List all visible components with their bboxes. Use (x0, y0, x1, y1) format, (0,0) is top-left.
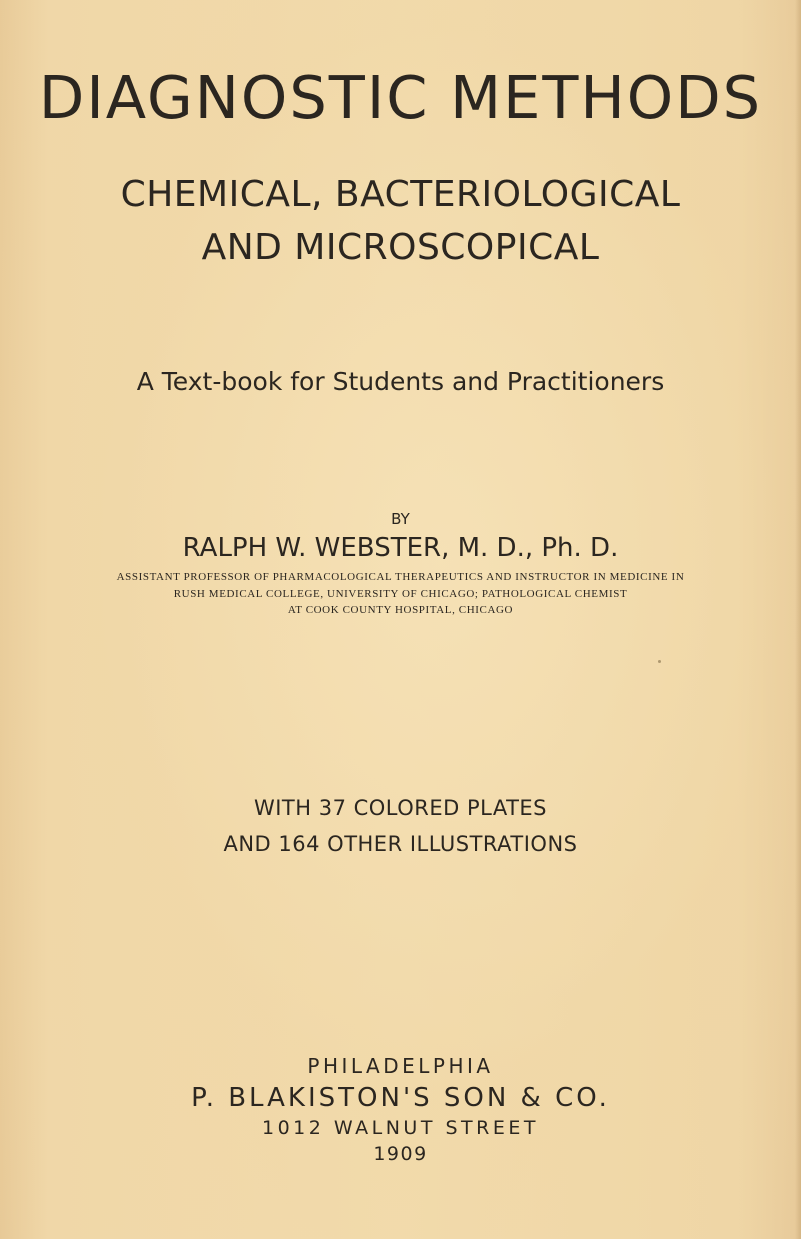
affiliation-line-2: RUSH MEDICAL COLLEGE, UNIVERSITY OF CHICAGO; PATHOLOGICAL CHEMIST (173, 588, 628, 600)
affiliation-line-3: AT COOK COUNTY HOSPITAL, CHICAGO (287, 604, 514, 616)
by-label: BY (391, 510, 410, 528)
imprint-publisher: P. BLAKISTON'S SON & CO. (191, 1083, 610, 1113)
imprint-city: PHILADELPHIA (307, 1054, 494, 1078)
subtitle-line-1: CHEMICAL, BACTERIOLOGICAL (120, 174, 681, 215)
illustrations-note: AND 164 OTHER ILLUSTRATIONS (223, 832, 578, 856)
affiliation-line-1: ASSISTANT PROFESSOR OF PHARMACOLOGICAL THERAPEUTICS AND INSTRUCTOR IN MEDICINE IN (116, 571, 685, 583)
paper-speck (658, 660, 661, 663)
imprint-year: 1909 (373, 1143, 428, 1165)
tagline: A Text-book for Students and Practitioners (136, 367, 665, 396)
plates-note: WITH 37 COLORED PLATES (253, 796, 548, 820)
book-title: DIAGNOSTIC METHODS (38, 63, 763, 132)
author-name: RALPH W. WEBSTER, M. D., Ph. D. (182, 533, 619, 563)
imprint-address: 1012 WALNUT STREET (262, 1117, 539, 1139)
subtitle-line-2: AND MICROSCOPICAL (201, 227, 600, 268)
